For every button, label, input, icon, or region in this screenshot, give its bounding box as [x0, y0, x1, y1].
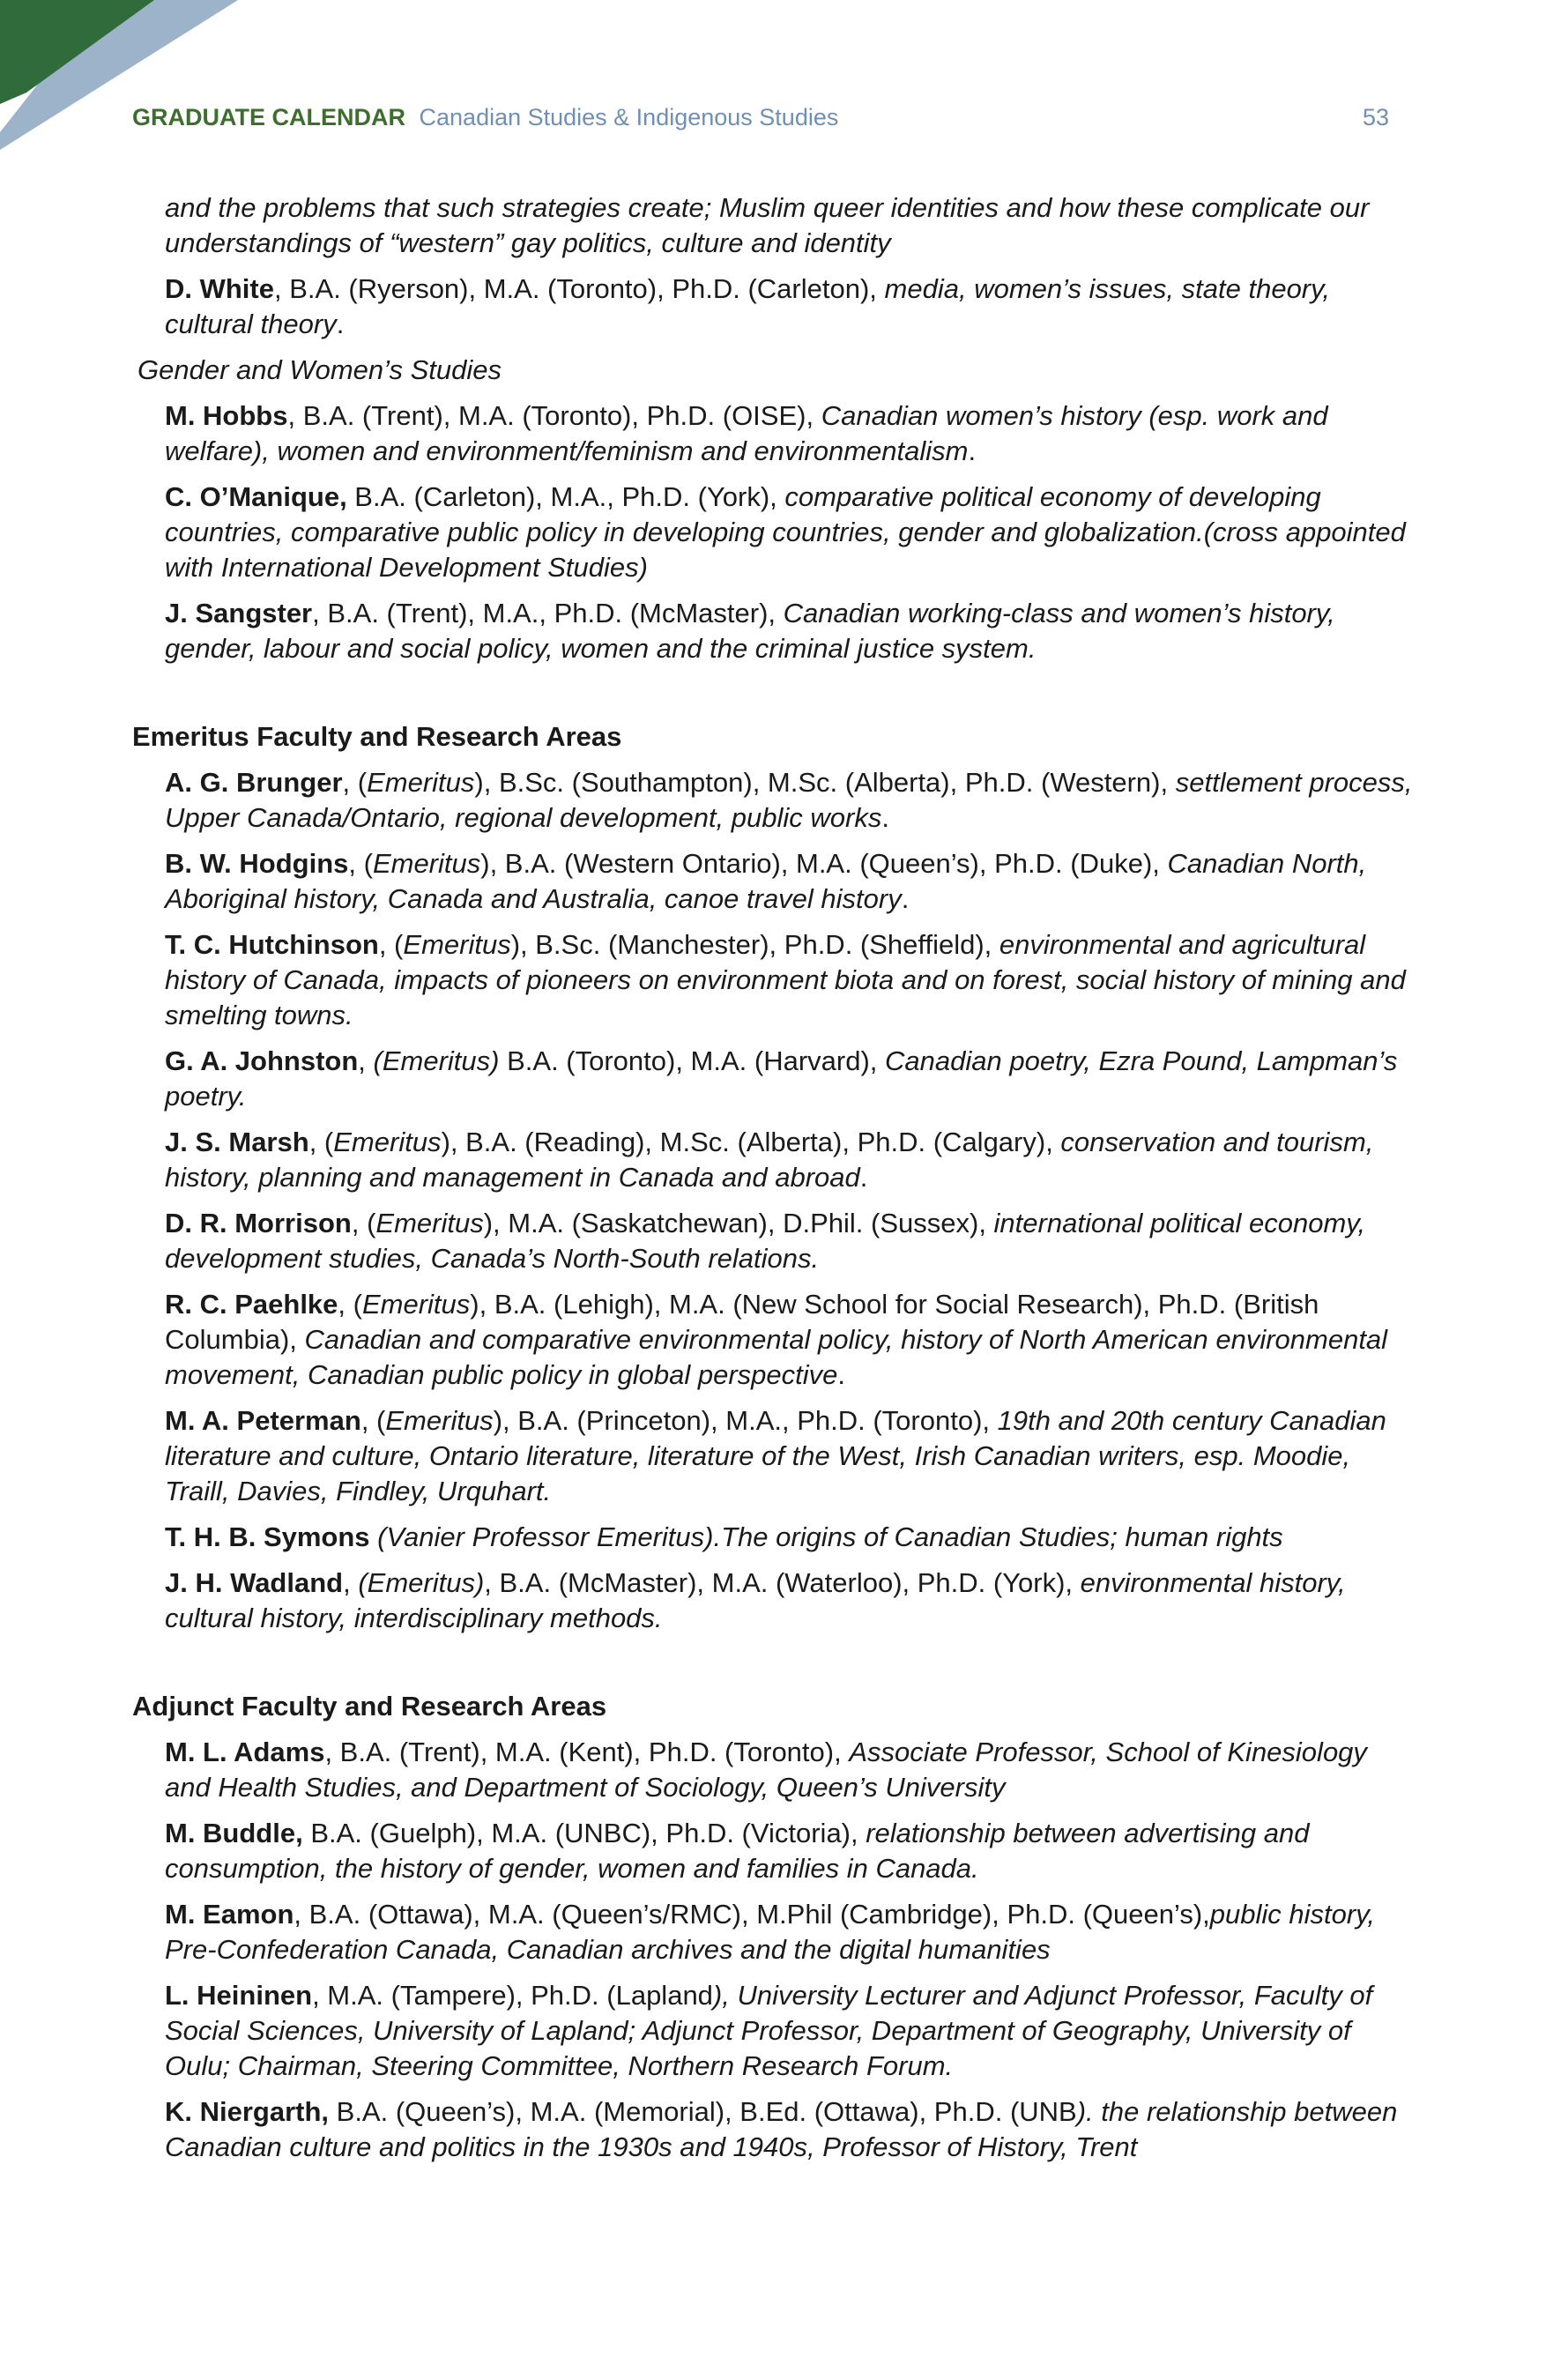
- faculty-research: relationship between advertising and consumption, the history of gender, women and families in Canada.: [165, 1818, 1310, 1884]
- faculty-pre: ,: [358, 1045, 374, 1076]
- faculty-entry: [165, 480, 1419, 585]
- entry-end: .: [881, 802, 889, 833]
- faculty-entry: [165, 1125, 1419, 1195]
- faculty-name: J. H. Wadland: [165, 1567, 344, 1598]
- faculty-research: environmental and agricultural history of Canada, impacts of pioneers on environment biota and on forest, social history of mining and smelting towns.: [165, 929, 1406, 1030]
- faculty-entry: [165, 846, 1419, 917]
- faculty-name: M. Hobbs: [165, 400, 288, 431]
- faculty-entry: [165, 2094, 1419, 2165]
- faculty-credentials: , M.A. (Tampere), Ph.D. (Lapland: [312, 1980, 713, 2011]
- faculty-pre: , (: [308, 1127, 334, 1157]
- faculty-pre: [370, 1521, 378, 1552]
- faculty-entry: [165, 1735, 1419, 1805]
- page-content: [132, 190, 1419, 2175]
- faculty-research: ). the relationship between Canadian culture and politics in the 1930s and 1940s, Professor of History, Trent: [165, 2096, 1398, 2162]
- faculty-entry: [165, 765, 1419, 836]
- faculty-entry: [165, 1978, 1419, 2084]
- faculty-status: (Emeritus): [373, 1045, 500, 1076]
- faculty-entry: [165, 1566, 1419, 1636]
- faculty-credentials: B.A. (Carleton), M.A., Ph.D. (York),: [346, 481, 785, 512]
- faculty-entry: [165, 1044, 1419, 1114]
- faculty-credentials: , B.A. (Trent), M.A., Ph.D. (McMaster),: [312, 598, 784, 628]
- faculty-name: D. White: [165, 273, 274, 304]
- faculty-research: Canadian North, Aboriginal history, Canada and Australia, canoe travel history: [165, 848, 1367, 914]
- faculty-pre: , (: [360, 1405, 386, 1436]
- faculty-entry: [165, 1403, 1419, 1509]
- faculty-credentials: ), B.A. (Western Ontario), M.A. (Queen’s), Ph.D. (Duke),: [480, 848, 1168, 879]
- faculty-status: Emeritus: [372, 848, 481, 879]
- faculty-research: Canadian poetry, Ezra Pound, Lampman’s poetry.: [165, 1045, 1398, 1112]
- faculty-research: media, women’s issues, state theory, cultural theory: [165, 273, 1330, 339]
- faculty-status: Emeritus: [367, 767, 475, 798]
- faculty-credentials: B.A. (Toronto), M.A. (Harvard),: [499, 1045, 886, 1076]
- faculty-credentials: , B.A. (McMaster), M.A. (Waterloo), Ph.D. (York),: [484, 1567, 1081, 1598]
- faculty-research: Associate Professor, School of Kinesiology and Health Studies, and Department of Sociology, Queen’s University: [165, 1737, 1367, 1803]
- page-header: [132, 100, 1389, 135]
- faculty-name: M. A. Peterman: [165, 1405, 361, 1436]
- faculty-credentials: ), B.Sc. (Southampton), M.Sc. (Alberta), Ph.D. (Western),: [474, 767, 1176, 798]
- faculty-name: M. Eamon: [165, 1899, 294, 1930]
- faculty-research: ), University Lecturer and Adjunct Professor, Faculty of Social Sciences, University of Lapland; Adjunct Professor, Department of Geography, University of Oulu; Chairman, Steering Committee, Northern Research Forum.: [165, 1980, 1373, 2081]
- faculty-research: settlement process, Upper Canada/Ontario, regional development, public works: [165, 767, 1413, 833]
- faculty-entry: [165, 596, 1419, 666]
- entry-end: .: [336, 309, 345, 339]
- adjunct-heading: Adjunct Faculty and Research Areas: [132, 1691, 607, 1722]
- faculty-entry: [165, 927, 1419, 1033]
- faculty-credentials: ), M.A. (Saskatchewan), D.Phil. (Sussex),: [483, 1208, 994, 1238]
- faculty-status: Emeritus: [403, 929, 511, 960]
- faculty-entry: [165, 398, 1419, 469]
- corner-decoration: [0, 0, 238, 159]
- header-title: Canadian Studies & Indigenous Studies: [419, 104, 839, 130]
- faculty-research: comparative political economy of developing countries, comparative public policy in developing countries, gender and globalization.(cross appointed with International Development Studies): [165, 481, 1406, 583]
- faculty-name: C. O’Manique,: [165, 481, 347, 512]
- faculty-name: L. Heininen: [165, 1980, 313, 2011]
- faculty-research: environmental history, cultural history, interdisciplinary methods.: [165, 1567, 1346, 1633]
- faculty-status: Emeritus: [361, 1289, 471, 1320]
- faculty-credentials: , B.A. (Trent), M.A. (Kent), Ph.D. (Toronto),: [324, 1737, 850, 1767]
- calendar-label: GRADUATE CALENDAR: [132, 104, 405, 130]
- faculty-status: (Emeritus): [358, 1567, 485, 1598]
- faculty-name: G. A. Johnston: [165, 1045, 359, 1076]
- faculty-name: T. C. Hutchinson: [165, 929, 379, 960]
- faculty-entry: [165, 1287, 1419, 1393]
- gws-heading: Gender and Women’s Studies: [137, 354, 502, 385]
- faculty-research: public history, Pre-Confederation Canada, Canadian archives and the digital humanities: [165, 1899, 1376, 1965]
- faculty-credentials: , B.A. (Ryerson), M.A. (Toronto), Ph.D. (Carleton),: [274, 273, 885, 304]
- faculty-entry: [165, 1897, 1419, 1967]
- faculty-status: Emeritus: [333, 1127, 442, 1157]
- faculty-pre: , (: [378, 929, 404, 960]
- faculty-pre: , (: [351, 1208, 376, 1238]
- faculty-credentials: , B.A. (Trent), M.A. (Toronto), Ph.D. (OISE),: [287, 400, 821, 431]
- entry-end: .: [901, 883, 910, 914]
- faculty-credentials: ), B.Sc. (Manchester), Ph.D. (Sheffield),: [510, 929, 999, 960]
- faculty-name: R. C. Paehlke: [165, 1289, 338, 1320]
- faculty-name: J. Sangster: [165, 598, 313, 628]
- faculty-name: A. G. Brunger: [165, 767, 343, 798]
- faculty-pre: , (: [338, 1289, 362, 1320]
- faculty-credentials: ), B.A. (Princeton), M.A., Ph.D. (Toronto),: [493, 1405, 998, 1436]
- faculty-pre: , (: [348, 848, 373, 879]
- faculty-name: D. R. Morrison: [165, 1208, 352, 1238]
- faculty-credentials: B.A. (Guelph), M.A. (UNBC), Ph.D. (Victoria),: [302, 1818, 866, 1848]
- faculty-research: 19th and 20th century Canadian literature and culture, Ontario literature, literature of the West, Irish Canadian writers, esp. Moodie, Traill, Davies, Findley, Urquhart.: [165, 1405, 1386, 1506]
- faculty-pre: , (: [342, 767, 368, 798]
- faculty-credentials: B.A. (Queen’s), M.A. (Memorial), B.Ed. (Ottawa), Ph.D. (UNB: [329, 2096, 1077, 2127]
- faculty-name: T. H. B. Symons: [165, 1521, 370, 1552]
- faculty-entry: [165, 1816, 1419, 1886]
- entry-end: .: [859, 1162, 868, 1193]
- continuation-text: [165, 190, 1419, 261]
- faculty-research: conservation and tourism, history, planning and management in Canada and abroad: [165, 1127, 1374, 1193]
- emeritus-heading: Emeritus Faculty and Research Areas: [132, 721, 622, 752]
- faculty-name: B. W. Hodgins: [165, 848, 349, 879]
- page-number: 53: [1362, 104, 1389, 130]
- faculty-pre: ,: [343, 1567, 359, 1598]
- faculty-credentials: ), B.A. (Lehigh), M.A. (New School for Social Research), Ph.D. (British Columbia),: [165, 1289, 1319, 1355]
- faculty-research: Canadian women’s history (esp. work and welfare), women and environment/feminism and environmentalism: [165, 400, 1328, 466]
- faculty-research: Canadian and comparative environmental policy, history of North American environmental movement, Canadian public policy in global perspective: [165, 1324, 1388, 1390]
- faculty-research: international political economy, development studies, Canada’s North-South relations.: [165, 1208, 1366, 1274]
- faculty-status: Emeritus: [385, 1405, 494, 1436]
- faculty-name: J. S. Marsh: [165, 1127, 309, 1157]
- faculty-credentials: , B.A. (Ottawa), M.A. (Queen’s/RMC), M.Phil (Cambridge), Ph.D. (Queen’s),: [294, 1899, 1210, 1930]
- continuation-research: and the problems that such strategies create; Muslim queer identities and how these complicate our understandings of “western” gay politics, culture and identity: [165, 192, 1370, 258]
- faculty-entry: [165, 271, 1419, 342]
- entry-end: .: [837, 1359, 845, 1390]
- faculty-credentials: ), B.A. (Reading), M.Sc. (Alberta), Ph.D. (Calgary),: [441, 1127, 1061, 1157]
- faculty-name: M. L. Adams: [165, 1737, 325, 1767]
- faculty-research: (Vanier Professor Emeritus).The origins of Canadian Studies; human rights: [377, 1521, 1283, 1552]
- faculty-name: K. Niergarth,: [165, 2096, 330, 2127]
- entry-end: .: [968, 435, 977, 466]
- faculty-research: Canadian working-class and women’s history, gender, labour and social policy, women and the criminal justice system.: [165, 598, 1335, 664]
- faculty-entry: [165, 1206, 1419, 1276]
- faculty-entry: [165, 1520, 1419, 1555]
- faculty-name: M. Buddle,: [165, 1818, 303, 1848]
- faculty-status: Emeritus: [375, 1208, 484, 1238]
